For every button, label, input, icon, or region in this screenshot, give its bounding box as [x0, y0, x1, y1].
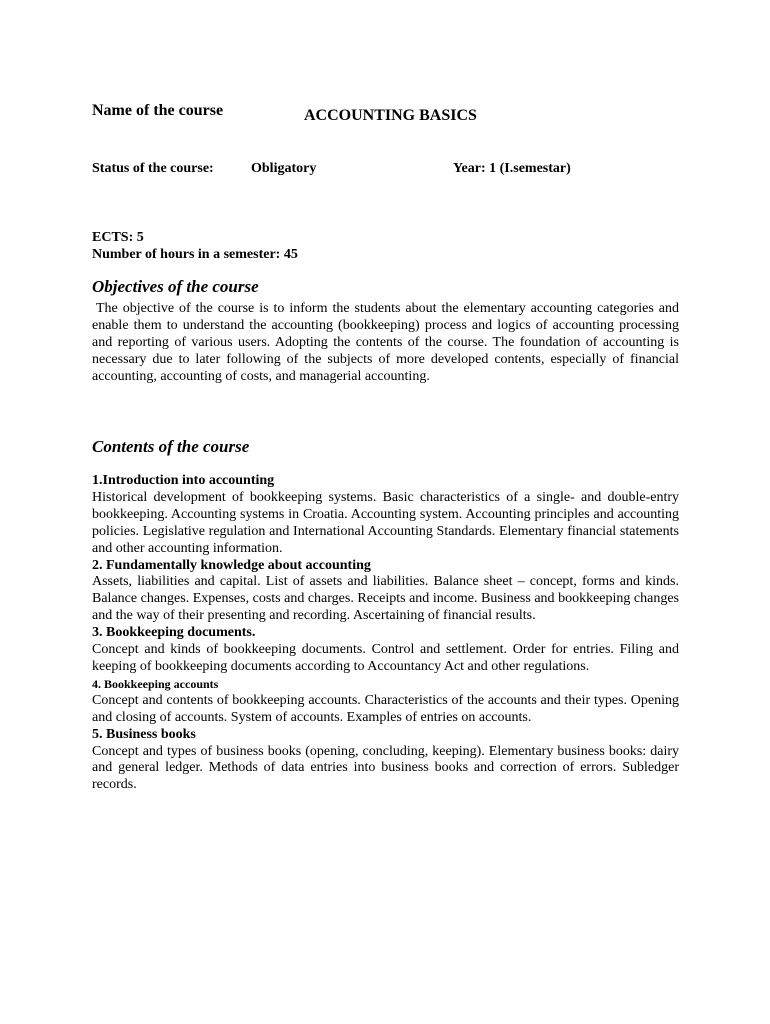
item-title: 5. Business books — [92, 726, 196, 742]
item-title: 3. Bookkeeping documents. — [92, 625, 256, 641]
item-body: Concept and kinds of bookkeeping documents. Control and settlement. Order for entries. Filing and keeping of bookkeeping documents according to Accountancy Act and other regulations. — [92, 642, 679, 674]
item-body: Assets, liabilities and capital. List of assets and liabilities. Balance sheet – concept, forms and kinds. Balance changes. Expenses, costs and charges. Receipts and income. Business and bookkeeping changes and the way of their presenting and recording. Ascertaining of financial results. — [92, 574, 679, 624]
hours-value: Number of hours in a semester: 45 — [92, 247, 298, 262]
status-label: Status of the course: — [92, 161, 214, 176]
item-body: Historical development of bookkeeping systems. Basic characteristics of a single- and double-entry bookkeeping. Accounting systems in Croatia. Accounting system. Accounting principles and accounting policies. Legislative regulation and International Accounting Standards. Elementary financial statements and other accounting information. — [92, 489, 679, 556]
course-name-label: Name of the course — [92, 102, 224, 119]
year-value: Year: 1 (I.semestar) — [453, 161, 571, 176]
list-item — [92, 625, 679, 676]
ects-value: ECTS: 5 — [92, 230, 144, 245]
status-value: Obligatory — [251, 161, 317, 176]
item-title: 1.Introduction into accounting — [92, 473, 275, 488]
item-title: 4. Bookkeeping accounts — [92, 676, 219, 691]
credits-block — [92, 229, 298, 263]
contents-heading: Contents of the course — [92, 437, 250, 456]
list-item — [92, 558, 679, 626]
course-title: ACCOUNTING BASICS — [304, 107, 477, 124]
contents-list — [92, 473, 679, 794]
objectives-text: The objective of the course is to inform the students about the elementary accounting categories and enable them to understand the accounting (bookkeeping) process and logics of accounting processing and reporting of various users. Adopting the contents of the course. The foundation of accounting is necessary due to later following of the subjects of more developed contents, especially of financial accounting, accounting of costs, and managerial accounting. — [92, 301, 679, 384]
list-item — [92, 727, 679, 795]
item-body: Concept and types of business books (opening, concluding, keeping). Elementary business books: dairy and general ledger. Methods of data entries into business books and correction of errors. Subledger records. — [92, 743, 679, 793]
list-item — [92, 676, 679, 727]
item-title: 2. Fundamentally knowledge about accounting — [92, 557, 371, 573]
list-item — [92, 473, 679, 558]
item-body: Concept and contents of bookkeeping accounts. Characteristics of the accounts and their types. Opening and closing of accounts. System of accounts. Examples of entries on accounts. — [92, 692, 679, 725]
objectives-heading: Objectives of the course — [92, 277, 259, 296]
